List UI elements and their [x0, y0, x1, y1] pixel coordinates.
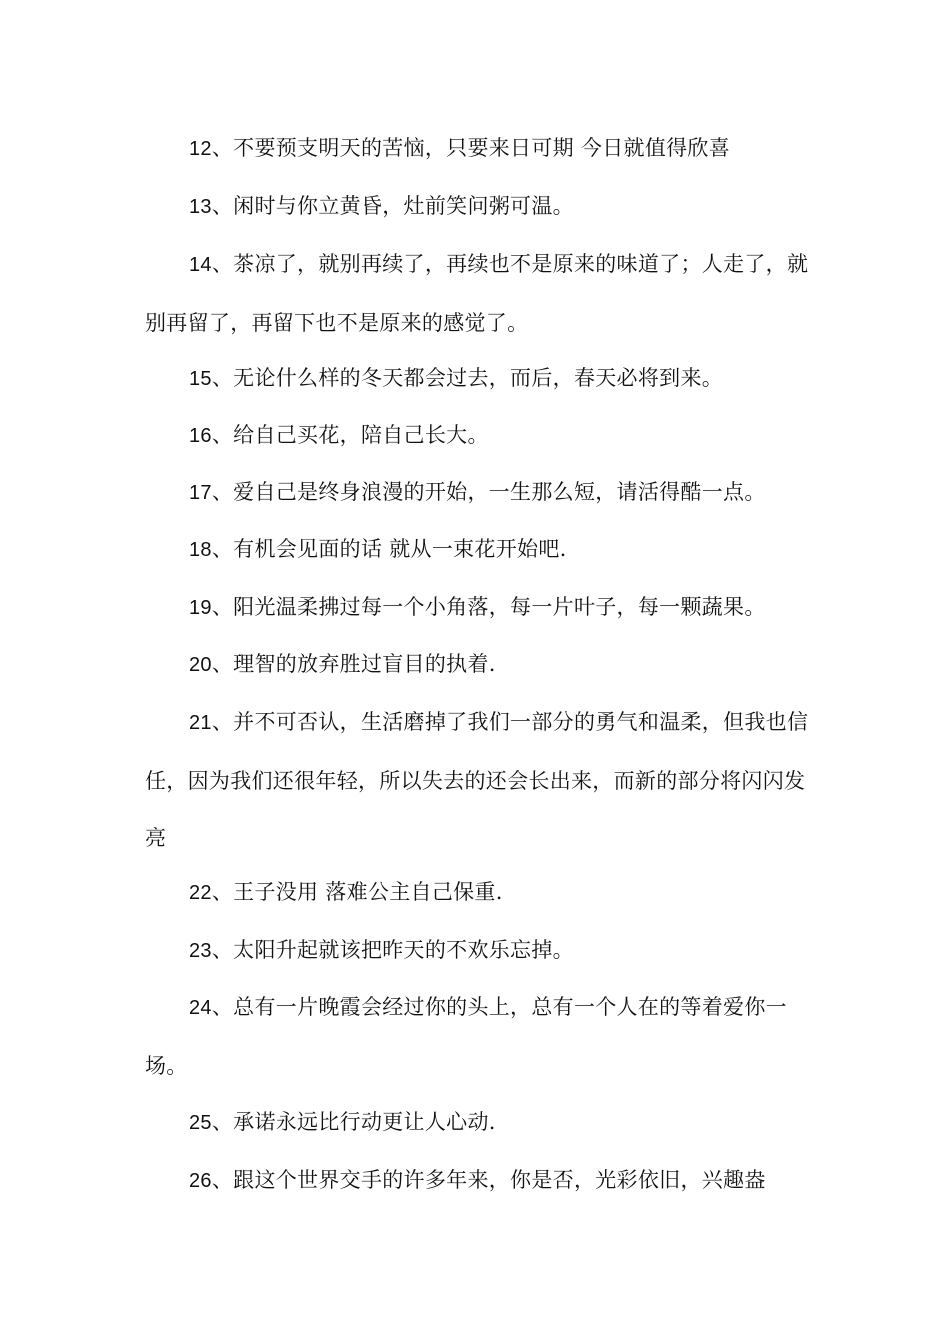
list-item: 23、太阳升起就该把昨天的不欢乐忘掉。 — [189, 938, 574, 962]
list-item: 24、总有一片晚霞会经过你的头上，总有一个人在的等着爱你一场。 — [145, 995, 787, 1078]
list-item: 22、王子没用 落难公主自己保重. — [189, 880, 503, 904]
list-item: 16、给自己买花，陪自己长大。 — [189, 423, 489, 447]
list-item: 18、有机会见面的话 就从一束花开始吧. — [189, 537, 567, 561]
list-item: 21、并不可否认，生活磨掉了我们一部分的勇气和温柔，但我也信任，因为我们还很年轻，所以失去的还会长出来，而新的部分将闪闪发亮 — [145, 710, 809, 850]
list-item: 12、不要预支明天的苦恼，只要来日可期 今日就值得欣喜 — [189, 136, 731, 160]
list-item: 26、跟这个世界交手的许多年来，你是否，光彩依旧，兴趣盎 — [189, 1168, 766, 1192]
list-item: 15、无论什么样的冬天都会过去，而后，春天必将到来。 — [189, 366, 724, 390]
list-item: 20、理智的放弃胜过盲目的执着. — [189, 652, 496, 676]
list-item: 13、闲时与你立黄昏，灶前笑问粥可温。 — [189, 194, 574, 218]
list-item: 14、茶凉了，就别再续了，再续也不是原来的味道了；人走了，就别再留了，再留下也不是原来的感觉了。 — [145, 252, 809, 335]
list-item: 17、爱自己是终身浪漫的开始，一生那么短，请活得酷一点。 — [189, 480, 766, 504]
list-item: 25、承诺永远比行动更让人心动. — [189, 1110, 496, 1134]
list-item: 19、阳光温柔拂过每一个小角落，每一片叶子，每一颗蔬果。 — [189, 595, 766, 619]
